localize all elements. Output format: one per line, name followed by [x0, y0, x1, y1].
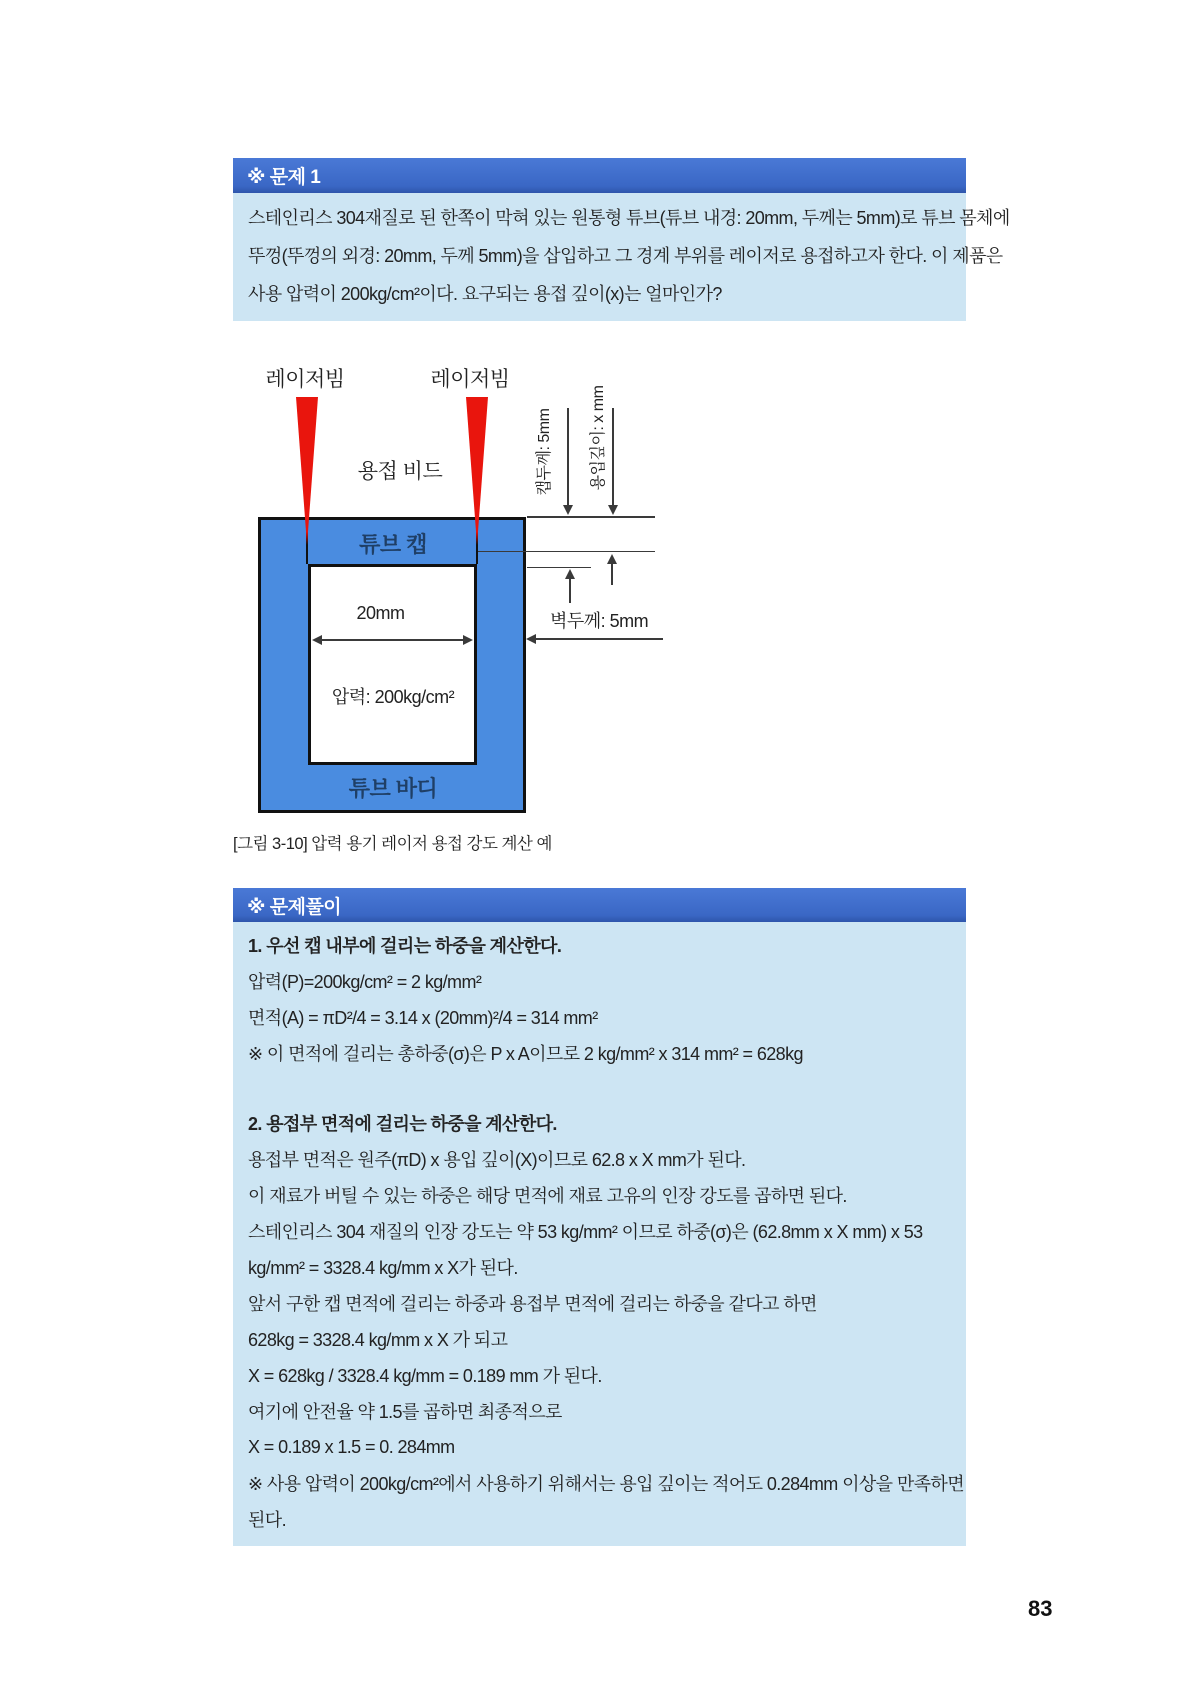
problem-header	[233, 158, 966, 193]
solution-text-line: X = 628kg / 3328.4 kg/mm = 0.189 mm 가 된다.	[248, 1366, 602, 1386]
solution-text-line: 스테인리스 304 재질의 인장 강도는 약 53 kg/mm² 이므로 하중(σ)은 (62.8mm x X mm) x 53	[248, 1222, 923, 1242]
problem-text-line: 뚜껑(뚜껑의 외경: 20mm, 두께 5mm)을 삽입하고 그 경계 부위를 레이저로 용접하고자 한다. 이 제품은	[248, 246, 1003, 266]
tube-body-label: 튜브 바디	[348, 776, 438, 801]
solution-text-line: 628kg = 3328.4 kg/mm x X 가 되고	[248, 1330, 508, 1350]
solution-text-line: kg/mm² = 3328.4 kg/mm x X가 된다.	[248, 1258, 518, 1278]
spacer	[248, 1071, 950, 1105]
extension-line	[527, 516, 655, 518]
problem-panel	[233, 193, 1010, 321]
solution-text-line: X = 0.189 x 1.5 = 0. 284mm	[248, 1436, 455, 1457]
solution-text-line: ※ 사용 압력이 200kg/cm²에서 사용하기 위해서는 용입 깊이는 적어도 0.284mm 이상을 만족하면	[248, 1474, 964, 1494]
figure-caption: [그림 3-10] 압력 용기 레이저 용접 강도 계산 예	[233, 835, 552, 853]
solution-text-line: 이 재료가 버틸 수 있는 하중은 해당 면적에 재료 고유의 인장 강도를 곱하면 된다.	[248, 1186, 847, 1206]
problem-text-line: 스테인리스 304재질로 된 한쪽이 막혀 있는 원통형 튜브(튜브 내경: 20mm, 두께는 5mm)로 튜브 몸체에	[248, 208, 1010, 228]
extension-line	[527, 567, 591, 569]
solution-text-line: 된다.	[248, 1510, 286, 1530]
solution-text-line: 2. 용접부 면적에 걸리는 하중을 계산한다.	[248, 1114, 557, 1134]
extension-line	[477, 551, 655, 553]
problem-header-title: ※ 문제 1	[247, 167, 321, 188]
weld-depth-label: 용입깊이: x mm	[590, 385, 607, 491]
inner-diameter-label: 20mm	[356, 603, 405, 623]
figure-diagram	[233, 335, 713, 827]
solution-header	[233, 888, 966, 922]
weld-bead-label: 용접 비드	[357, 460, 443, 483]
tube-cap-label: 튜브 캡	[359, 532, 427, 557]
solution-panel	[233, 922, 966, 1546]
problem-text-line: 사용 압력이 200kg/cm²이다. 요구되는 용접 깊이(x)는 얼마인가?	[248, 284, 722, 304]
solution-text-line: 압력(P)=200kg/cm² = 2 kg/mm²	[248, 972, 482, 992]
laser-beam-left-label: 레이저빔	[265, 368, 345, 391]
page-number: 83	[1028, 1596, 1053, 1621]
solution-text-line: ※ 이 면적에 걸리는 총하중(σ)은 P x A이므로 2 kg/mm² x 314 mm² = 628kg	[248, 1044, 803, 1064]
solution-text-line: 여기에 안전율 약 1.5를 곱하면 최종적으로	[248, 1402, 562, 1422]
solution-text-line: 면적(A) = πD²/4 = 3.14 x (20mm)²/4 = 314 mm²	[248, 1008, 598, 1028]
solution-text-line: 앞서 구한 캡 면적에 걸리는 하중과 용접부 면적에 걸리는 하중을 같다고 하면	[248, 1294, 817, 1314]
solution-text-line: 용접부 면적은 원주(πD) x 용입 깊이(X)이므로 62.8 x X mm가 된다.	[248, 1150, 746, 1170]
solution-text-line: 1. 우선 캡 내부에 걸리는 하중을 계산한다.	[248, 936, 562, 956]
solution-header-title: ※ 문제풀이	[247, 896, 342, 918]
tube-cavity	[308, 564, 477, 765]
pressure-label: 압력: 200kg/cm²	[331, 687, 455, 707]
cap-thickness-label: 캡두께: 5mm	[536, 408, 553, 496]
laser-beam-right-label: 레이저빔	[430, 368, 510, 391]
wall-thickness-label: 벽두께: 5mm	[550, 611, 649, 631]
